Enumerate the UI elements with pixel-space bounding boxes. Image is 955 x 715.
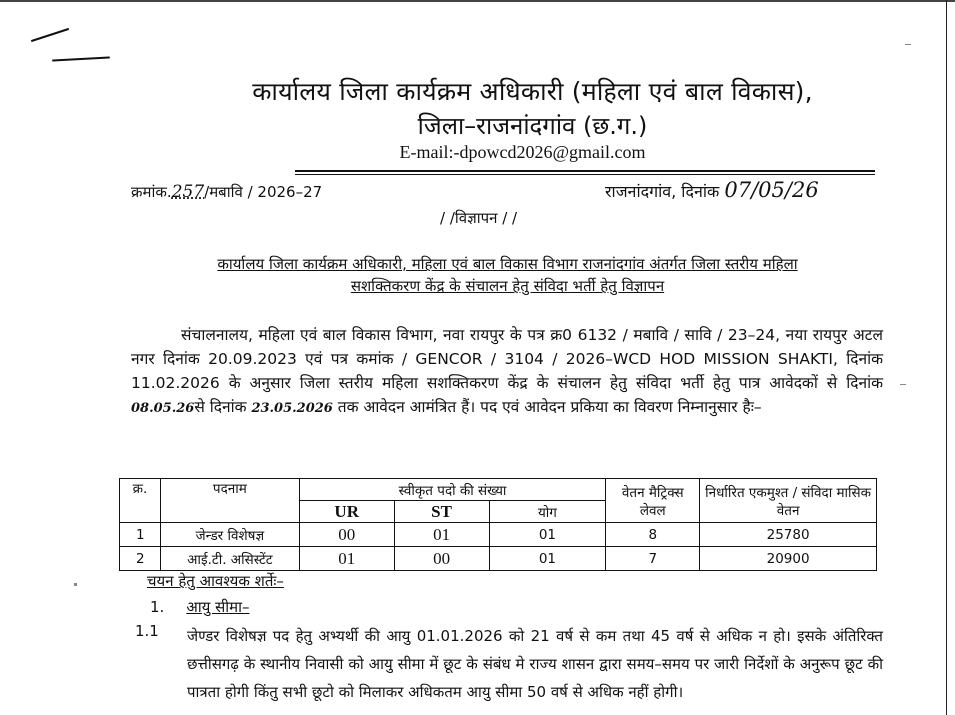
header-sanctioned: स्वीकृत पदो की संख्या [299,479,606,501]
header-rule-thin [295,174,875,175]
scan-speck [900,384,906,385]
header-total: योग [489,501,606,523]
office-district: जिला–राजनांदगांव (छ.ग.) [417,112,648,140]
table-row: 1 जेन्डर विशेषज्ञ 00 01 01 8 25780 [120,523,877,547]
condition-item-1-1-text: जेण्डर विशेषज्ञ पद हेतु अभ्यर्थी की आयु 01.01.2026 को 21 वर्ष से कम तथा 45 वर्ष से अधिक न हो। इसके अंतिरिक्त छत्तीसगढ़ के स्थानीय निवासी को आयु सीमा में छूट के संबंध मे राज्य शासन द्वारा समय–समय पर जारी निर्देशों के अनुरूप छूट की पात्रता होगी किंतु सभी छूटो को मिलाकर अधिकतम आयु सीमा 50 वर्ष से अधिक नहीं होगी। [187,627,883,701]
condition-item-1: 1. आयु सीमा– [150,598,250,616]
place-date: राजनांदगांव, दिनांक 07/05/26 [605,178,819,202]
header-post: पदनाम [160,479,299,523]
header-rule [295,170,875,172]
to-date: 23.05.2026 [251,401,333,416]
notice-label: / /विज्ञापन / / [440,209,518,227]
posts-table [119,478,877,571]
pen-mark [31,28,70,42]
reference-number: क्रमांक.257/मबावि / 2026–27 [131,182,323,202]
header-pay-matrix: वेतन मैट्रिक्स लेवल [606,479,700,523]
office-title: कार्यालय जिला कार्यक्रम अधिकारी (महिला एवं बाल विकास), [252,77,813,106]
header-ur: UR [299,501,394,523]
handwritten-number: 257 [171,182,205,202]
office-email: E-mail:-dpowcd2026@gmail.com [399,142,646,162]
pen-mark [52,56,110,61]
header-salary: निर्धारित एकमुश्त / संविदा मासिक वेतन [700,479,877,523]
scan-speck [905,44,911,45]
from-date: 08.05.26 [131,401,195,416]
scan-speck [74,583,77,586]
header-sn: क्र. [120,479,161,523]
conditions-heading: चयन हेतु आवश्यक शर्तेः– [147,572,284,590]
condition-item-1-1-number: 1.1 [135,622,159,640]
handwritten-date: 07/05/26 [724,178,819,202]
table-row: 2 आई.टी. असिस्टेंट 01 00 01 7 20900 [120,547,877,571]
body-paragraph: संचालनालय, महिला एवं बाल विकास विभाग, नवा रायपुर के पत्र क्र0 6132 / मबावि / सावि / 23–24, नया रायपुर अटल नगर दिनांक 20.09.2023 एवं पत्र कमांक / GENCOR / 3104 / 2026–WCD HOD MISSION SHAKTI, दिनांक 11.02.2026 के अनुसार जिला स्तरीय महिला सशक्तिकरण केंद्र के संचालन हेतु संविदा भर्ती हेतु पात्र आवेदकों से दिनांक 08.05.26से दिनांक 23.05.2026 तक आवेदन आमंत्रित हैं। पद एवं आवेदन प्रकिया का विवरण निम्नानुसार हैः– [131,326,883,416]
header-st: ST [394,501,489,523]
subject-heading: कार्यालय जिला कार्यक्रम अधिकारी, महिला एवं बाल विकास विभाग राजनांदगांव अंतर्गत जिला स्तरीय महिला सशक्तिकरण केंद्र के संचालन हेतु संविदा भर्ती हेतु विज्ञापन [217,255,798,295]
scan-top-edge [0,0,955,2]
